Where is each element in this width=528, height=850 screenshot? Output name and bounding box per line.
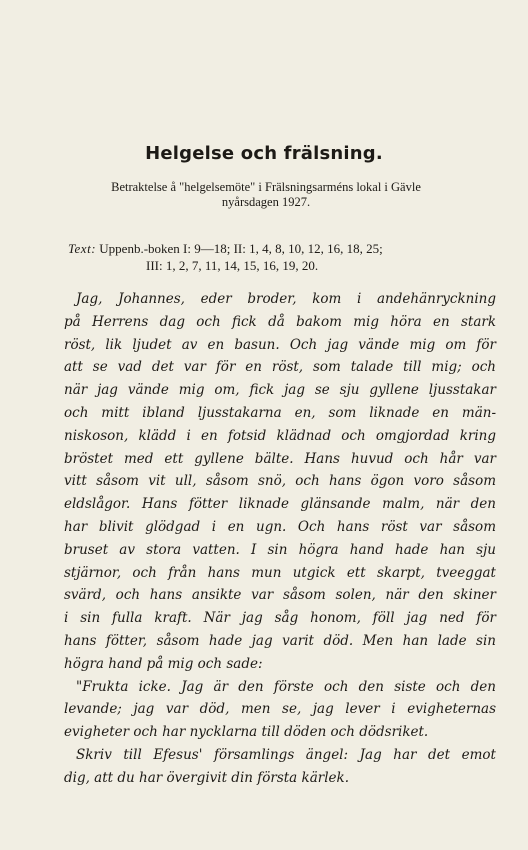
body-line: evigheter och har nycklarna till döden och dödsriket.: [64, 724, 429, 741]
body-line: Jag, Johannes, eder broder, kom i andehänryckning: [76, 291, 496, 307]
page-title: Helgelse och frälsning.: [145, 143, 383, 164]
body-line: högra hand på mig och sade:: [64, 655, 263, 672]
subtitle-line: nyårsdagen 1927.: [221, 195, 311, 209]
body-text: [64, 288, 496, 790]
body-line: har blivit glödgad i en ugn. Och hans röst var såsom: [64, 518, 496, 535]
body-line: "Frukta icke. Jag är den förste och den siste och den: [76, 678, 496, 695]
scripture-reference: [68, 240, 383, 274]
body-line: levande; jag var död, men se, jag lever i evigheternas: [64, 701, 496, 718]
body-line: och mitt ibland ljusstakarna en, som liknade en män-: [64, 404, 496, 421]
body-line: stjärnor, och från hans mun utgick ett skarpt, tveeggat: [64, 564, 496, 581]
body-line: hans fötter, såsom hade jag varit död. Men han lade sin: [64, 632, 496, 649]
body-line: niskoson, klädd i en fotsid klädnad och omgjordad kring: [64, 427, 496, 444]
body-line: när jag vände mig om, fick jag se sju gyllene ljusstakar: [64, 382, 496, 399]
body-line: dig, att du har övergivit din första kärlek.: [64, 769, 349, 786]
body-line: bröstet med ett gyllene bälte. Hans huvud och hår var: [64, 450, 496, 467]
subtitle: [60, 180, 472, 210]
scripture-reference-line: III: 1, 2, 7, 11, 14, 15, 16, 19, 20.: [146, 258, 319, 273]
body-line: att se vad det var för en röst, som talade till mig; och: [64, 359, 496, 376]
scripture-reference-line: [68, 240, 383, 257]
body-line: vitt såsom vit ull, såsom snö, och hans ögon voro såsom: [64, 473, 496, 490]
scripture-reference-label: Text:: [68, 241, 97, 256]
subtitle-line: Betraktelse å "helgelsemöte" i Frälsningsarméns lokal i Gävle: [111, 180, 421, 194]
body-line: i sin fulla kraft. När jag såg honom, föll jag ned för: [64, 610, 496, 627]
scripture-reference-text: Uppenb.-boken I: 9—18; II: 1, 4, 8, 10, 12, 16, 18, 25;: [99, 241, 383, 256]
body-line: Skriv till Efesus' församlings ängel: Jag har det emot: [76, 746, 496, 763]
body-line: bruset av stora vatten. I sin högra hand hade han sju: [64, 541, 496, 558]
body-line: svärd, och hans ansikte var såsom solen, när den skiner: [64, 587, 496, 604]
body-line: eldslågor. Hans fötter liknade glänsande malm, när den: [64, 496, 496, 513]
body-line: röst, lik ljudet av en basun. Och jag vände mig om för: [64, 336, 496, 353]
body-line: på Herrens dag och fick då bakom mig höra en stark: [64, 313, 496, 330]
